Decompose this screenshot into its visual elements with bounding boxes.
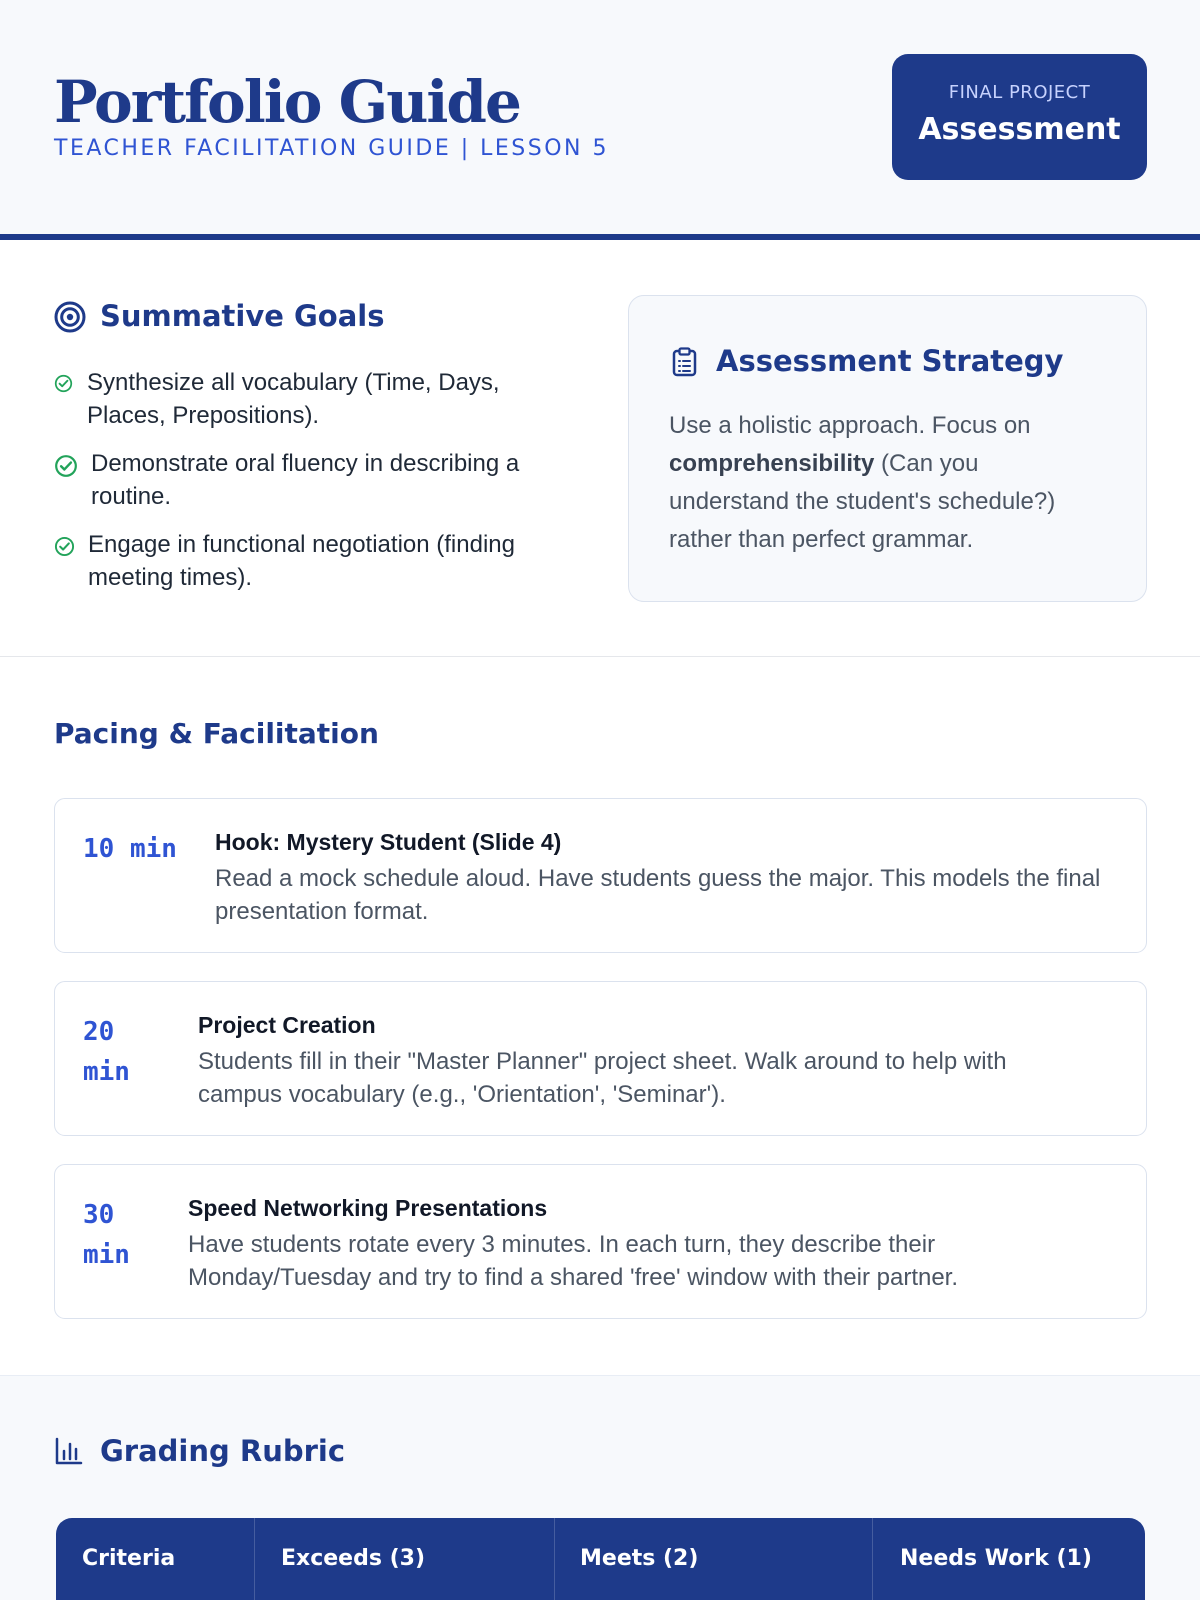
goal-item bbox=[54, 447, 574, 513]
activity-description: Have students rotate every 3 minutes. In each turn, they describe their Monday/Tuesday and try to find a shared 'free' window with their partner. bbox=[188, 1231, 959, 1291]
rubric-column-criteria: Criteria bbox=[82, 1546, 176, 1571]
activity-title: Speed Networking Presentations bbox=[188, 1195, 548, 1221]
strategy-text-after: (Can you understand the student's schedule?) rather than perfect grammar. bbox=[669, 450, 1056, 553]
pacing-card bbox=[54, 981, 1147, 1136]
column-divider bbox=[554, 1518, 555, 1600]
target-icon bbox=[54, 301, 86, 333]
assessment-strategy-text bbox=[669, 407, 1089, 559]
goal-item bbox=[54, 528, 574, 594]
assessment-strategy-card bbox=[628, 295, 1147, 602]
page-header bbox=[0, 0, 1200, 240]
clipboard-icon bbox=[672, 347, 697, 377]
bar-chart-icon bbox=[54, 1436, 84, 1466]
page-title: Portfolio Guide bbox=[54, 68, 520, 136]
check-circle-icon bbox=[54, 374, 73, 393]
page-subtitle: TEACHER FACILITATION GUIDE | LESSON 5 bbox=[54, 136, 609, 161]
rubric-table-header bbox=[56, 1518, 1145, 1600]
goal-text: Synthesize all vocabulary (Time, Days, Places, Prepositions). bbox=[87, 369, 500, 429]
pacing-card bbox=[54, 798, 1147, 953]
activity-description: Read a mock schedule aloud. Have students guess the major. This models the final presentation format. bbox=[215, 865, 1101, 925]
goal-text: Engage in functional negotiation (finding meeting times). bbox=[88, 531, 515, 591]
check-circle-icon bbox=[54, 454, 78, 478]
rubric-column-exceeds: Exceeds (3) bbox=[281, 1546, 426, 1571]
duration-label: 20 min bbox=[83, 1017, 130, 1087]
duration-label: 10 min bbox=[83, 834, 177, 864]
duration-label: 30 min bbox=[83, 1200, 130, 1270]
section-divider bbox=[0, 656, 1200, 657]
rubric-column-meets: Meets (2) bbox=[580, 1546, 699, 1571]
goal-text: Demonstrate oral fluency in describing a routine. bbox=[91, 450, 520, 510]
activity-title: Project Creation bbox=[198, 1012, 376, 1038]
goals-list bbox=[54, 366, 574, 609]
column-divider bbox=[872, 1518, 873, 1600]
section-title-pacing: Pacing & Facilitation bbox=[54, 717, 379, 750]
strategy-text-before: Use a holistic approach. Focus on bbox=[669, 412, 1031, 439]
badge-value: Assessment bbox=[918, 112, 1121, 147]
section-title-assessment-strategy: Assessment Strategy bbox=[716, 344, 1064, 378]
section-title-summative-goals: Summative Goals bbox=[100, 299, 385, 333]
goal-item bbox=[54, 366, 574, 432]
strategy-emphasis: comprehensibility bbox=[669, 450, 875, 477]
badge-label: FINAL PROJECT bbox=[948, 82, 1091, 103]
pacing-card bbox=[54, 1164, 1147, 1319]
section-title-grading-rubric: Grading Rubric bbox=[100, 1434, 346, 1468]
assessment-badge bbox=[892, 54, 1147, 180]
activity-title: Hook: Mystery Student (Slide 4) bbox=[215, 829, 562, 855]
activity-description: Students fill in their "Master Planner" project sheet. Walk around to help with campus vocabulary (e.g., 'Orientation', 'Seminar'). bbox=[198, 1048, 1007, 1108]
check-circle-icon bbox=[54, 536, 75, 557]
rubric-column-needs-work: Needs Work (1) bbox=[900, 1546, 1092, 1571]
column-divider bbox=[254, 1518, 255, 1600]
